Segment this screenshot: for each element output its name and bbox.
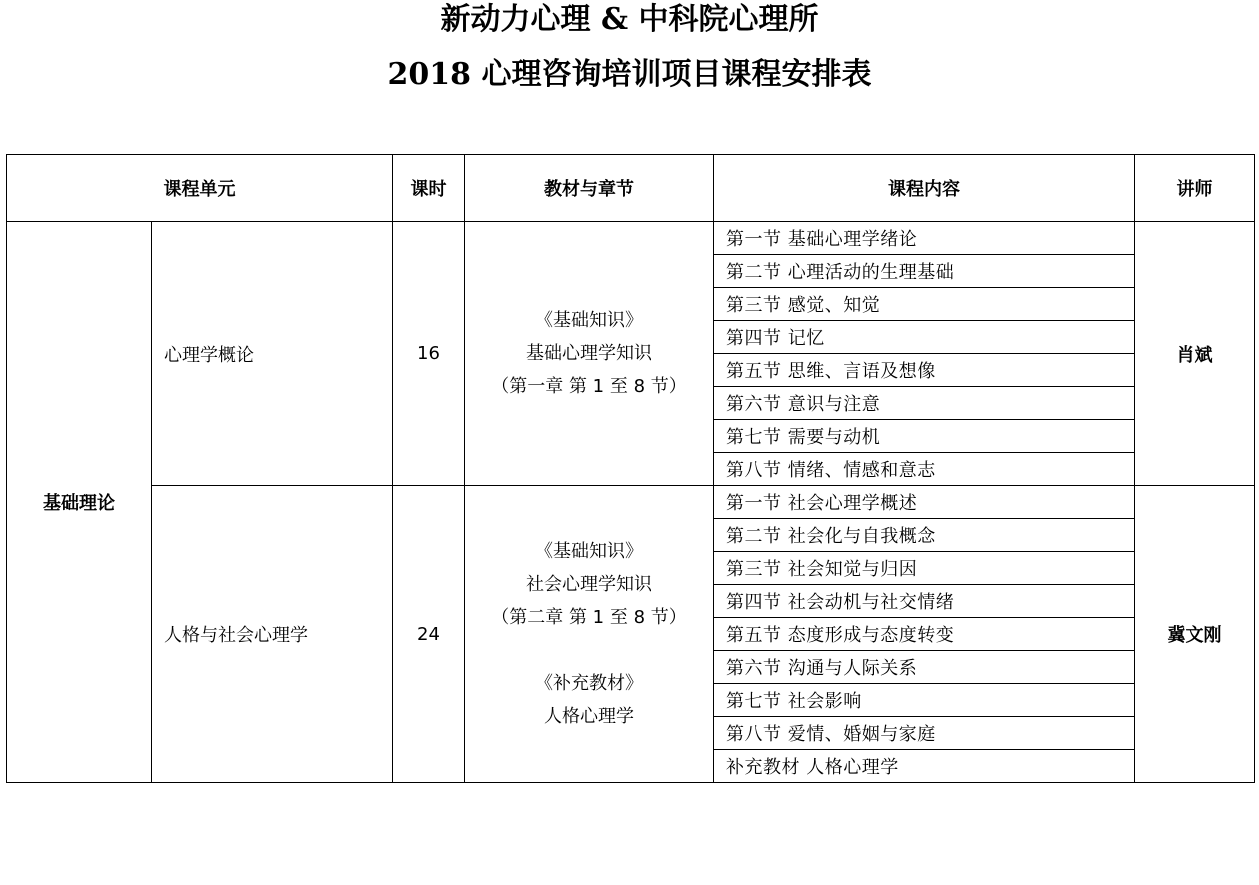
- table-row: [7, 222, 1255, 255]
- topic-cell: 第一节 社会心理学概述: [714, 486, 1135, 519]
- teacher-cell: 肖斌: [1135, 222, 1255, 486]
- course-name: 心理学概论: [152, 222, 393, 486]
- header-hours: 课时: [393, 155, 465, 222]
- header-teacher: 讲师: [1135, 155, 1255, 222]
- header-content: 课程内容: [714, 155, 1135, 222]
- topic-cell: 第三节 社会知觉与归因: [714, 552, 1135, 585]
- material-spacer: [465, 634, 713, 667]
- material-line: 《基础知识》: [535, 310, 643, 331]
- course-schedule-table: [6, 154, 1255, 783]
- course-hours: 16: [393, 222, 465, 486]
- course-material: [465, 486, 714, 783]
- material-line: 基础心理学知识: [526, 343, 652, 364]
- course-name: 人格与社会心理学: [152, 486, 393, 783]
- topic-cell: 第二节 社会化与自我概念: [714, 519, 1135, 552]
- topic-cell: 补充教材 人格心理学: [714, 750, 1135, 783]
- teacher-cell: 冀文刚: [1135, 486, 1255, 783]
- topic-cell: 第七节 需要与动机: [714, 420, 1135, 453]
- course-hours: 24: [393, 486, 465, 783]
- topic-cell: 第四节 社会动机与社交情绪: [714, 585, 1135, 618]
- header-material: 教材与章节: [465, 155, 714, 222]
- topic-cell: 第八节 爱情、婚姻与家庭: [714, 717, 1135, 750]
- topic-cell: 第六节 沟通与人际关系: [714, 651, 1135, 684]
- header-row: [7, 155, 1255, 222]
- topic-cell: 第二节 心理活动的生理基础: [714, 255, 1135, 288]
- topic-cell: 第四节 记忆: [714, 321, 1135, 354]
- course-material: [465, 222, 714, 486]
- title-line-1: 新动力心理 & 中科院心理所: [440, 2, 819, 37]
- topic-cell: 第六节 意识与注意: [714, 387, 1135, 420]
- section-cell: 基础理论: [7, 222, 152, 783]
- topic-cell: 第一节 基础心理学绪论: [714, 222, 1135, 255]
- material-line: 社会心理学知识: [526, 574, 652, 595]
- topic-cell: 第七节 社会影响: [714, 684, 1135, 717]
- material-line: 人格心理学: [544, 706, 634, 727]
- table-row: [7, 486, 1255, 519]
- topic-cell: 第三节 感觉、知觉: [714, 288, 1135, 321]
- topic-cell: 第八节 情绪、情感和意志: [714, 453, 1135, 486]
- material-line: 《基础知识》: [535, 541, 643, 562]
- topic-cell: 第五节 思维、言语及想像: [714, 354, 1135, 387]
- title-line-2: 2018 心理咨询培训项目课程安排表: [387, 57, 872, 92]
- material-line: （第一章 第 1 至 8 节）: [491, 376, 687, 397]
- material-line: （第二章 第 1 至 8 节）: [491, 607, 687, 628]
- material-line: 《补充教材》: [535, 673, 643, 694]
- topic-cell: 第五节 态度形成与态度转变: [714, 618, 1135, 651]
- header-unit: 课程单元: [7, 155, 393, 222]
